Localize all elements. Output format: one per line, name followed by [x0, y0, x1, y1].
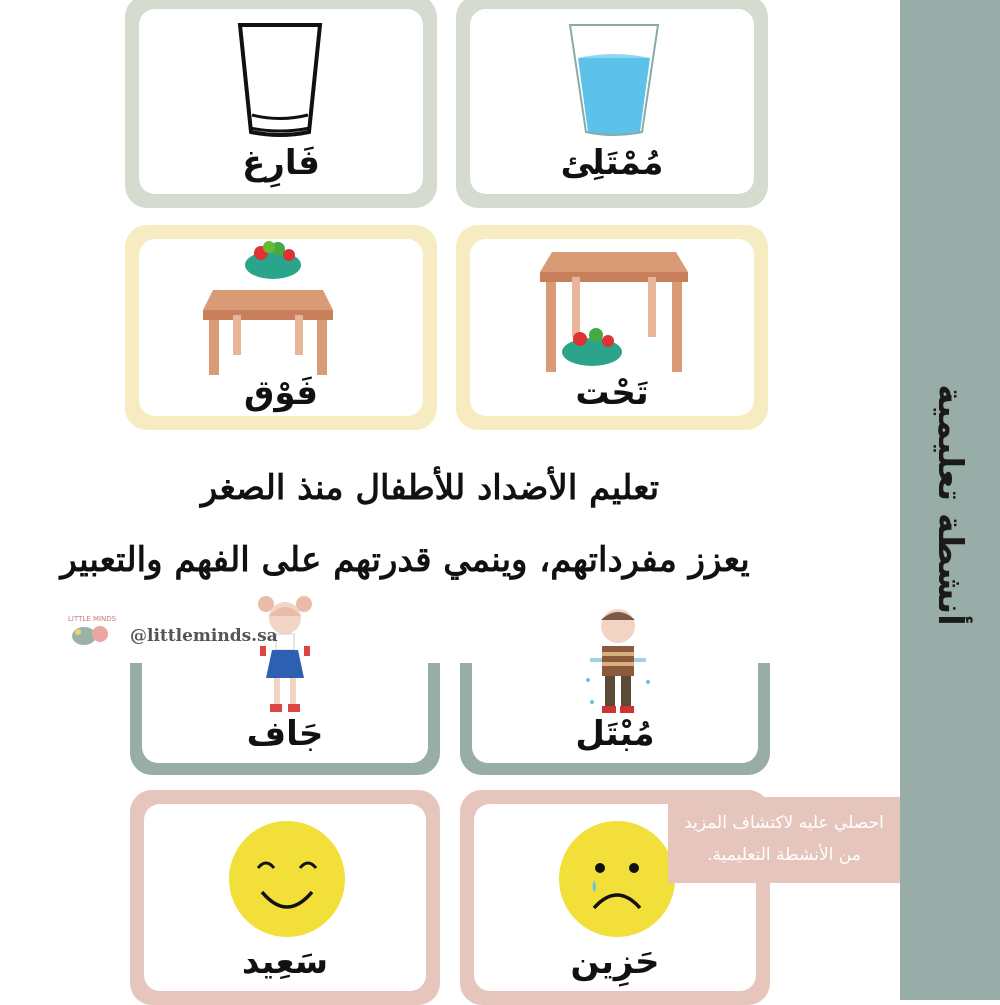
sidebar-title: أنشطة تعليمية	[930, 384, 970, 626]
salad-on-table-icon	[203, 235, 343, 375]
headline-line-1: تعليم الأضداد للأطفال منذ الصغر	[200, 468, 660, 508]
card-dry	[130, 568, 440, 775]
card-happy	[130, 790, 440, 1005]
card-below	[456, 225, 768, 430]
card-full	[456, 0, 768, 208]
brand-logo-icon	[66, 612, 117, 648]
svg-text:LITTLE MINDS: LITTLE MINDS	[68, 615, 117, 623]
wet-boy-icon	[578, 602, 658, 727]
promo-line-1: احصلي عليه لاكتشاف المزيد	[684, 813, 884, 833]
word-sad: حَزِين	[570, 942, 660, 982]
empty-glass-icon	[235, 20, 325, 140]
word-full: مُمْتَلِئ	[560, 143, 664, 183]
social-handle: @littleminds.sa	[130, 626, 278, 646]
word-above: فَوْق	[244, 373, 318, 413]
word-happy: سَعِيد	[241, 942, 329, 982]
word-below: تَحْت	[575, 373, 649, 413]
sad-face-icon	[558, 820, 676, 938]
card-above	[125, 225, 437, 430]
word-wet: مُبْتَل	[575, 714, 655, 754]
dry-girl-icon	[250, 594, 320, 719]
full-glass-icon	[566, 20, 662, 140]
card-wet	[460, 568, 770, 775]
promo-banner[interactable]	[668, 797, 900, 883]
happy-face-icon	[228, 820, 346, 938]
word-empty: فَارِغ	[242, 143, 320, 183]
promo-line-2: من الأنشطة التعليمية.	[707, 845, 861, 865]
salad-under-table-icon	[536, 247, 696, 377]
word-dry: جَاف	[246, 714, 324, 754]
headline-line-2: يعزز مفرداتهم، وينمي قدرتهم على الفهم والتعبير	[60, 540, 750, 580]
card-empty	[125, 0, 437, 208]
